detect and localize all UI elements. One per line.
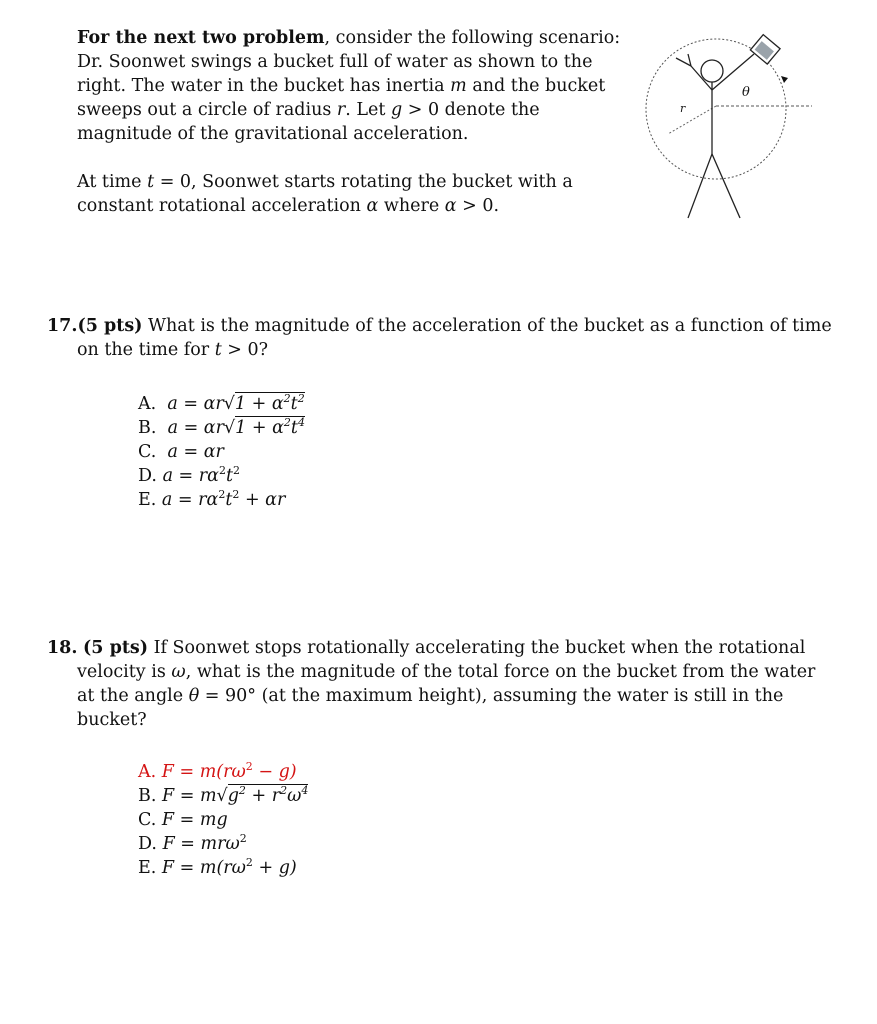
- q18-line-1: 18. (5 pts) If Soonwet stops rotationally accelerating the bucket when the rotational: [47, 638, 806, 658]
- scenario-line-6: At time t = 0, Soonwet starts rotating the bucket with a: [77, 172, 573, 192]
- radius-label: r: [680, 102, 686, 115]
- bucket-icon: [750, 35, 780, 64]
- q18-option-c: C. F = mg: [138, 810, 228, 830]
- scenario-line-4: sweeps out a circle of radius r. Let g > 0 denote the: [77, 100, 540, 120]
- q17-option-c: C. a = αr: [138, 442, 224, 462]
- q18-option-e: E. $F = m(r\omega^2 + g)$: [138, 856, 297, 878]
- q18-line-2: velocity is ω, what is the magnitude of the total force on the bucket from the water: [77, 662, 816, 682]
- scenario-line-3: right. The water in the bucket has inertia m and the bucket: [77, 76, 606, 96]
- q18-line-4: bucket?: [77, 710, 147, 730]
- q18-option-a: A. $F = m(r\omega^2 - g)$: [138, 760, 297, 782]
- q17-line-2: on the time for t > 0?: [77, 340, 269, 360]
- q17-option-d: D. $a = r\alpha^2t^2$: [138, 464, 241, 486]
- q18-option-b: B. $F = m√g^2 + r^2\omega^4$: [138, 784, 309, 806]
- bucket-swing-figure: [636, 26, 816, 222]
- scenario-line-5: magnitude of the gravitational acceleration.: [77, 124, 469, 144]
- radius-line: [668, 106, 716, 134]
- stick-figure-head: [701, 60, 723, 82]
- scenario-line-7: constant rotational acceleration α where α > 0.: [77, 196, 500, 216]
- q17-option-a: A. $a = \alpha r√1 + \alpha^2t^2$: [138, 392, 305, 414]
- q18-option-d: D. F = mrω$^2$: [138, 832, 247, 854]
- q17-line-1: 17.(5 pts) What is the magnitude of the acceleration of the bucket as a function of time: [47, 316, 832, 336]
- scenario-line-2: Dr. Soonwet swings a bucket full of water as shown to the: [77, 52, 593, 72]
- scenario-line-1: For the next two problem, consider the following scenario:: [77, 28, 621, 48]
- q17-option-e: E. $a = r\alpha^2t^2 + \alpha r$: [138, 488, 286, 510]
- theta-label: θ: [742, 85, 750, 100]
- rotation-arrow-icon: [781, 76, 788, 83]
- q18-line-3: at the angle θ = 90° (at the maximum height), assuming the water is still in the: [77, 686, 784, 706]
- q17-option-b: B. $a = \alpha r√1 + \alpha^2t^4$: [138, 416, 305, 438]
